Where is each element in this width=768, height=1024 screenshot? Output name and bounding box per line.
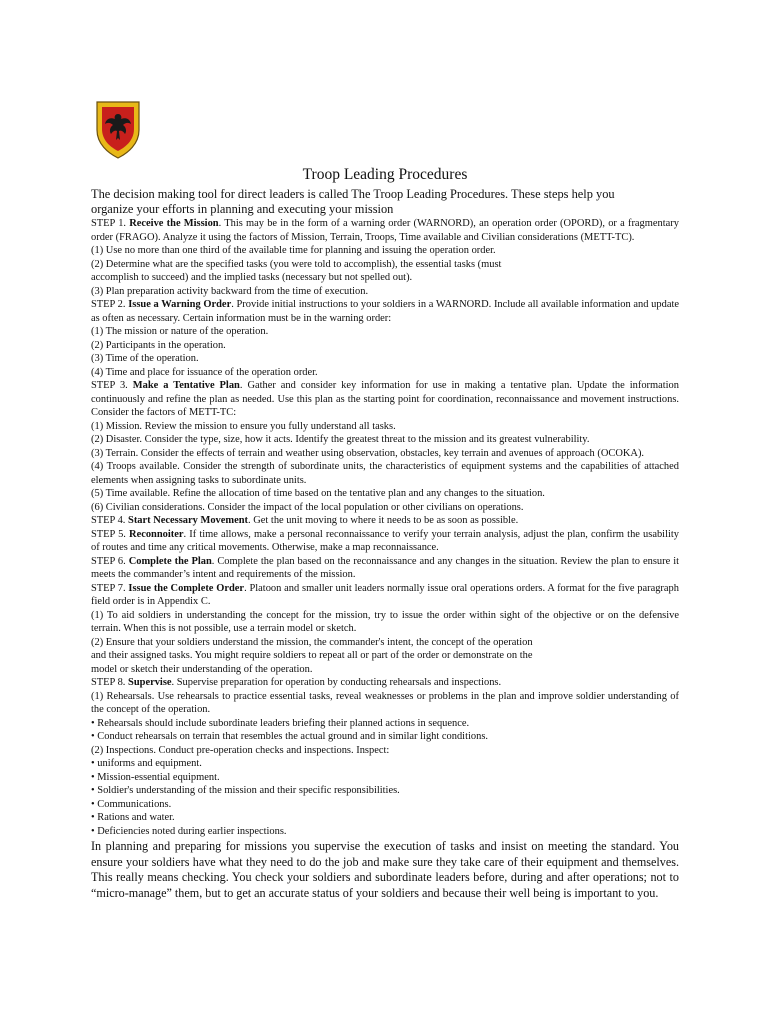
list-item: (2) Ensure that your soldiers understand the mission, the commander's intent, the concept of the operation <box>91 636 533 648</box>
step-text: . Platoon and smaller unit leaders normally issue oral operations orders. A format for the five paragraph field order is in Appendix C. <box>91 582 679 607</box>
list-item: • Communications. <box>91 798 172 810</box>
list-item: (2) Disaster. Consider the type, size, how it acts. Identify the greatest threat to the mission and its greatest vulnerability. <box>91 434 590 445</box>
step-prefix: STEP 1. <box>91 218 130 229</box>
step-3 <box>91 379 679 420</box>
list-item: (5) Time available. Refine the allocation of time based on the tentative plan and any changes to the situation. <box>91 488 545 499</box>
list-item: (2) Participants in the operation. <box>91 339 226 351</box>
step-prefix: STEP 4. <box>91 515 129 526</box>
list-item: (1) The mission or nature of the operation. <box>91 326 269 337</box>
list-item: (4) Troops available. Consider the strength of subordinate units, the characteristics of equipment systems and the capabilities of attached elements when assigning tasks to subordinate units. <box>91 461 679 486</box>
step-1 <box>91 217 679 244</box>
step-heading: Receive the Mission <box>129 218 219 229</box>
shield-eagle-icon <box>96 100 140 160</box>
list-item: • Conduct rehearsals on terrain that resembles the actual ground and in similar light conditions. <box>91 731 488 742</box>
step-heading: Supervise <box>128 677 172 688</box>
list-item: (3) Plan preparation activity backward from the time of execution. <box>91 285 369 297</box>
closing-paragraph: In planning and preparing for missions you supervise the execution of tasks and insist on meeting the standard. You ensure your soldiers have what they need to do the job and make sure they take care of their equipment and themselves. This really means checking. You check your soldiers and subordinate leaders before, during and after operations; not to “micro-manage” them, but to get an accurate status of your soldiers and because their well being is important to you. <box>91 839 679 900</box>
step-heading: Reconnoiter <box>129 528 184 540</box>
step-heading: Issue the Complete Order <box>128 582 245 594</box>
list-item: • Rehearsals should include subordinate leaders briefing their planned actions in sequence. <box>91 717 470 729</box>
step-7 <box>91 582 679 609</box>
step-8 <box>91 676 679 690</box>
step-text: . Supervise preparation for operation by conducting rehearsals and inspections. <box>171 677 502 688</box>
list-item: (1) To aid soldiers in understanding the concept for the mission, try to issue the order within sight of the objective or on the defensive terrain. When this is not possible, use a terrain model or sketch. <box>91 609 679 634</box>
step-text: . If time allows, make a personal reconnaissance to verify your terrain analysis, adjust the plan, confirm the usability of routes and time any critical movements. Otherwise, make a map reconnaissance. <box>91 528 679 553</box>
document-page <box>91 166 679 901</box>
step-text: . Complete the plan based on the reconnaissance and any changes in the situation. Review the plan to ensure it meets the commander’s intent and requirements of the mission. <box>91 555 679 580</box>
step-6 <box>91 555 679 582</box>
list-item: model or sketch their understanding of the operation. <box>91 663 313 675</box>
list-item: (2) Determine what are the specified tasks (you were told to accomplish), the essential tasks (must <box>91 258 502 270</box>
list-item: • Mission-essential equipment. <box>91 771 220 783</box>
step-heading: Issue a Warning Order <box>128 299 232 310</box>
list-item: (1) Use no more than one third of the available time for planning and issuing the operation order. <box>91 245 496 256</box>
list-item: (2) Inspections. Conduct pre-operation checks and inspections. Inspect: <box>91 744 390 756</box>
step-prefix: STEP 6. <box>91 555 129 567</box>
list-item: • uniforms and equipment. <box>91 758 202 769</box>
step-4 <box>91 514 679 528</box>
step-text: . Gather and consider key information for use in making a tentative plan. Update the information continuously and refine the plan as needed. Use this plan as the starting point for coordination, reconnaissance and movement instructions. Consider the factors of METT-TC: <box>91 380 679 418</box>
step-prefix: STEP 8. <box>91 677 129 688</box>
intro-line: organize your efforts in planning and executing your mission <box>91 202 394 216</box>
list-item: (4) Time and place for issuance of the operation order. <box>91 366 318 378</box>
steps-body <box>91 217 679 838</box>
step-heading: Start Necessary Movement <box>128 515 249 526</box>
step-text: . This may be in the form of a warning order (WARNORD), an operation order (OPORD), or a fragmentary order (FRAGO). Analyze it using the factors of Mission, Terrain, Troops, Time available and Civilian considerations (METT-TC). <box>91 218 679 243</box>
step-2 <box>91 298 679 325</box>
list-item: • Rations and water. <box>91 812 175 823</box>
list-item: (1) Rehearsals. Use rehearsals to practice essential tasks, reveal weaknesses or problems in the plan and improve soldier understanding of the concept of the operation. <box>91 690 679 715</box>
step-prefix: STEP 2. <box>91 299 129 310</box>
step-prefix: STEP 5. <box>91 528 130 540</box>
step-prefix: STEP 7. <box>91 582 129 594</box>
list-item: and their assigned tasks. You might require soldiers to repeat all or part of the order or demonstrate on the <box>91 650 533 661</box>
intro-paragraph <box>91 187 679 217</box>
step-heading: Make a Tentative Plan <box>132 380 240 391</box>
step-5 <box>91 528 679 555</box>
list-item: (3) Terrain. Consider the effects of terrain and weather using observation, obstacles, key terrain and avenues of approach (OCOKA). <box>91 447 645 459</box>
page-title: Troop Leading Procedures <box>302 166 468 183</box>
list-item: • Soldier's understanding of the mission and their specific responsibilities. <box>91 785 400 796</box>
step-prefix: STEP 3. <box>91 380 133 391</box>
intro-line: The decision making tool for direct leaders is called The Troop Leading Procedures. These steps help you <box>91 187 615 201</box>
list-item: accomplish to succeed) and the implied tasks (necessary but not spelled out). <box>91 272 413 283</box>
list-item: (6) Civilian considerations. Consider the impact of the local population or other civilians on operations. <box>91 501 524 513</box>
step-text: . Get the unit moving to where it needs to be as soon as possible. <box>248 515 519 526</box>
list-item: • Deficiencies noted during earlier inspections. <box>91 825 287 837</box>
step-heading: Complete the Plan <box>128 555 212 567</box>
step-text: . Provide initial instructions to your soldiers in a WARNORD. Include all available information and update as often as necessary. Certain information must be in the warning order: <box>91 299 679 324</box>
list-item: (1) Mission. Review the mission to ensure you fully understand all tasks. <box>91 420 396 432</box>
list-item: (3) Time of the operation. <box>91 353 199 364</box>
